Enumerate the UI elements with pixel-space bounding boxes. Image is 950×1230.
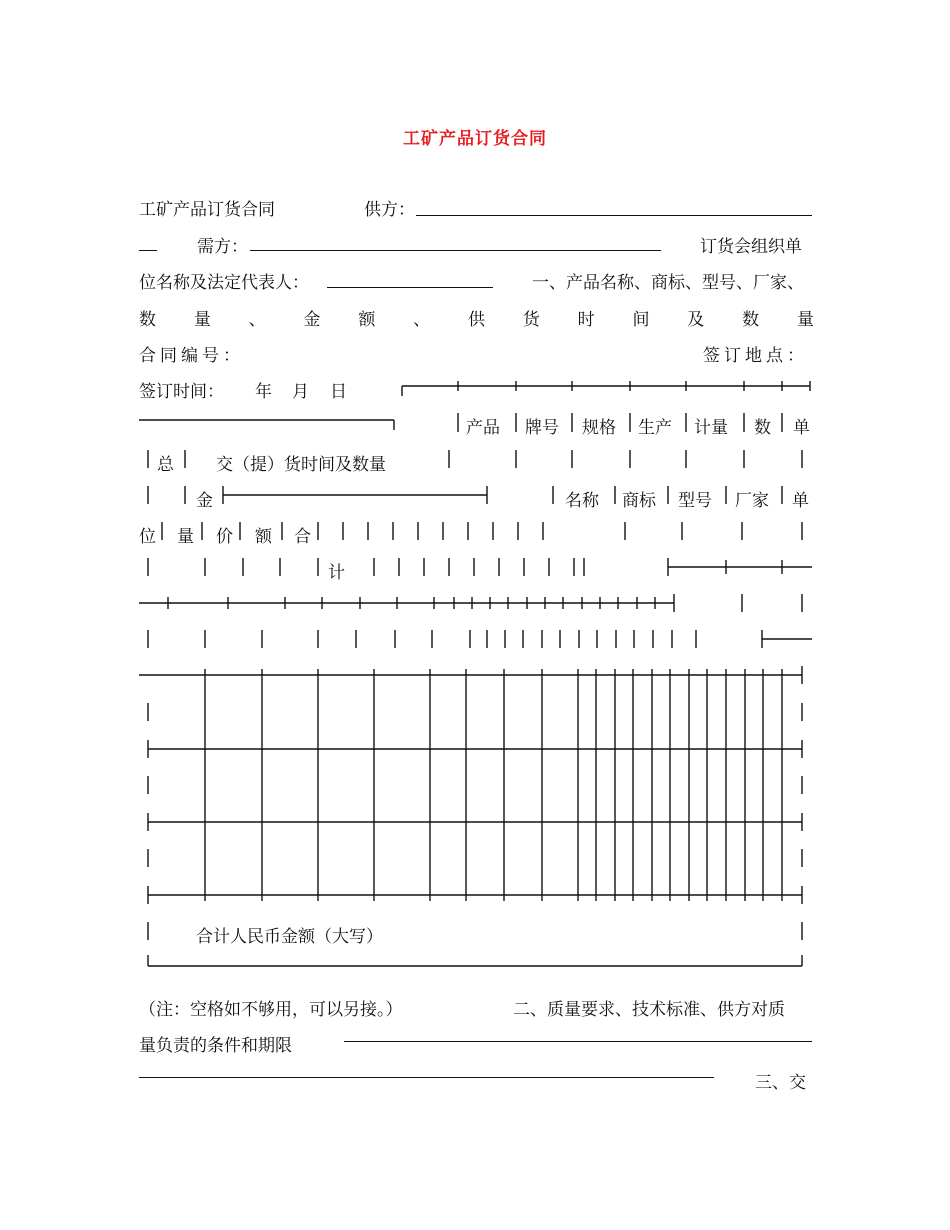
item2-heading: 二、质量要求、技术标准、供方对质 <box>513 1000 785 1020</box>
char: 及 <box>687 310 705 330</box>
char: 供 <box>467 310 485 330</box>
org-label: 订货会组织单 <box>700 237 802 257</box>
header-he: 合 <box>294 527 311 547</box>
header-liang: 量 <box>177 527 194 547</box>
char: 量 <box>193 310 211 330</box>
item2-heading-cont: 量负责的条件和期限 <box>139 1036 292 1056</box>
header-wei: 位 <box>139 527 156 547</box>
header-jia: 价 <box>216 527 233 547</box>
header-product: 产品 <box>466 418 500 438</box>
day-label: 日 <box>330 382 347 402</box>
char: 额 <box>358 310 376 330</box>
char: 时 <box>577 310 595 330</box>
char: 、 <box>413 310 431 330</box>
char: 货 <box>522 310 540 330</box>
header-production: 生产 <box>638 418 672 438</box>
table-note: （注：空格如不够用，可以另接。） <box>139 1000 403 1020</box>
item3-heading: 三、交 <box>755 1073 806 1093</box>
org-label-cont: 位名称及法定代表人： <box>139 273 309 293</box>
char: 量 <box>796 310 814 330</box>
header-brand: 牌号 <box>525 418 559 438</box>
total-amount-label: 合计人民币金额（大写） <box>196 927 383 947</box>
header-qty: 数 <box>754 418 771 438</box>
header-name: 名称 <box>565 491 599 511</box>
header-factory: 厂家 <box>735 491 769 511</box>
char: 金 <box>303 310 321 330</box>
header-model: 型号 <box>678 491 712 511</box>
char: 数 <box>139 310 156 330</box>
header-unit: 计量 <box>694 418 728 438</box>
contract-number-label: 合同编号： <box>139 346 244 366</box>
contract-name: 工矿产品订货合同 <box>139 200 275 220</box>
header-total: 总 <box>157 455 174 475</box>
buyer-label: 需方： <box>197 237 248 257</box>
sign-place-label: 签订地点： <box>703 346 808 366</box>
header-dan: 单 <box>793 418 810 438</box>
column-separators <box>205 669 782 901</box>
header-spec: 规格 <box>582 418 616 438</box>
char: 数 <box>742 310 760 330</box>
item1-heading: 一、产品名称、商标、型号、厂家、 <box>532 273 804 293</box>
month-label: 月 <box>292 382 309 402</box>
sign-time-label: 签订时间： <box>139 382 224 402</box>
supplier-label: 供方： <box>364 200 415 220</box>
header-jin: 金 <box>196 491 213 511</box>
header-dan-2: 单 <box>792 491 809 511</box>
char: 间 <box>632 310 650 330</box>
document-title: 工矿产品订货合同 <box>403 129 547 149</box>
header-ji: 计 <box>328 563 345 583</box>
header-e: 额 <box>255 527 272 547</box>
year-label: 年 <box>255 382 272 402</box>
header-delivery: 交（提）货时间及数量 <box>216 455 386 475</box>
header-trademark: 商标 <box>622 491 656 511</box>
quality-blank-2[interactable] <box>139 1077 714 1078</box>
char: 、 <box>248 310 266 330</box>
quality-blank[interactable] <box>344 1041 812 1042</box>
